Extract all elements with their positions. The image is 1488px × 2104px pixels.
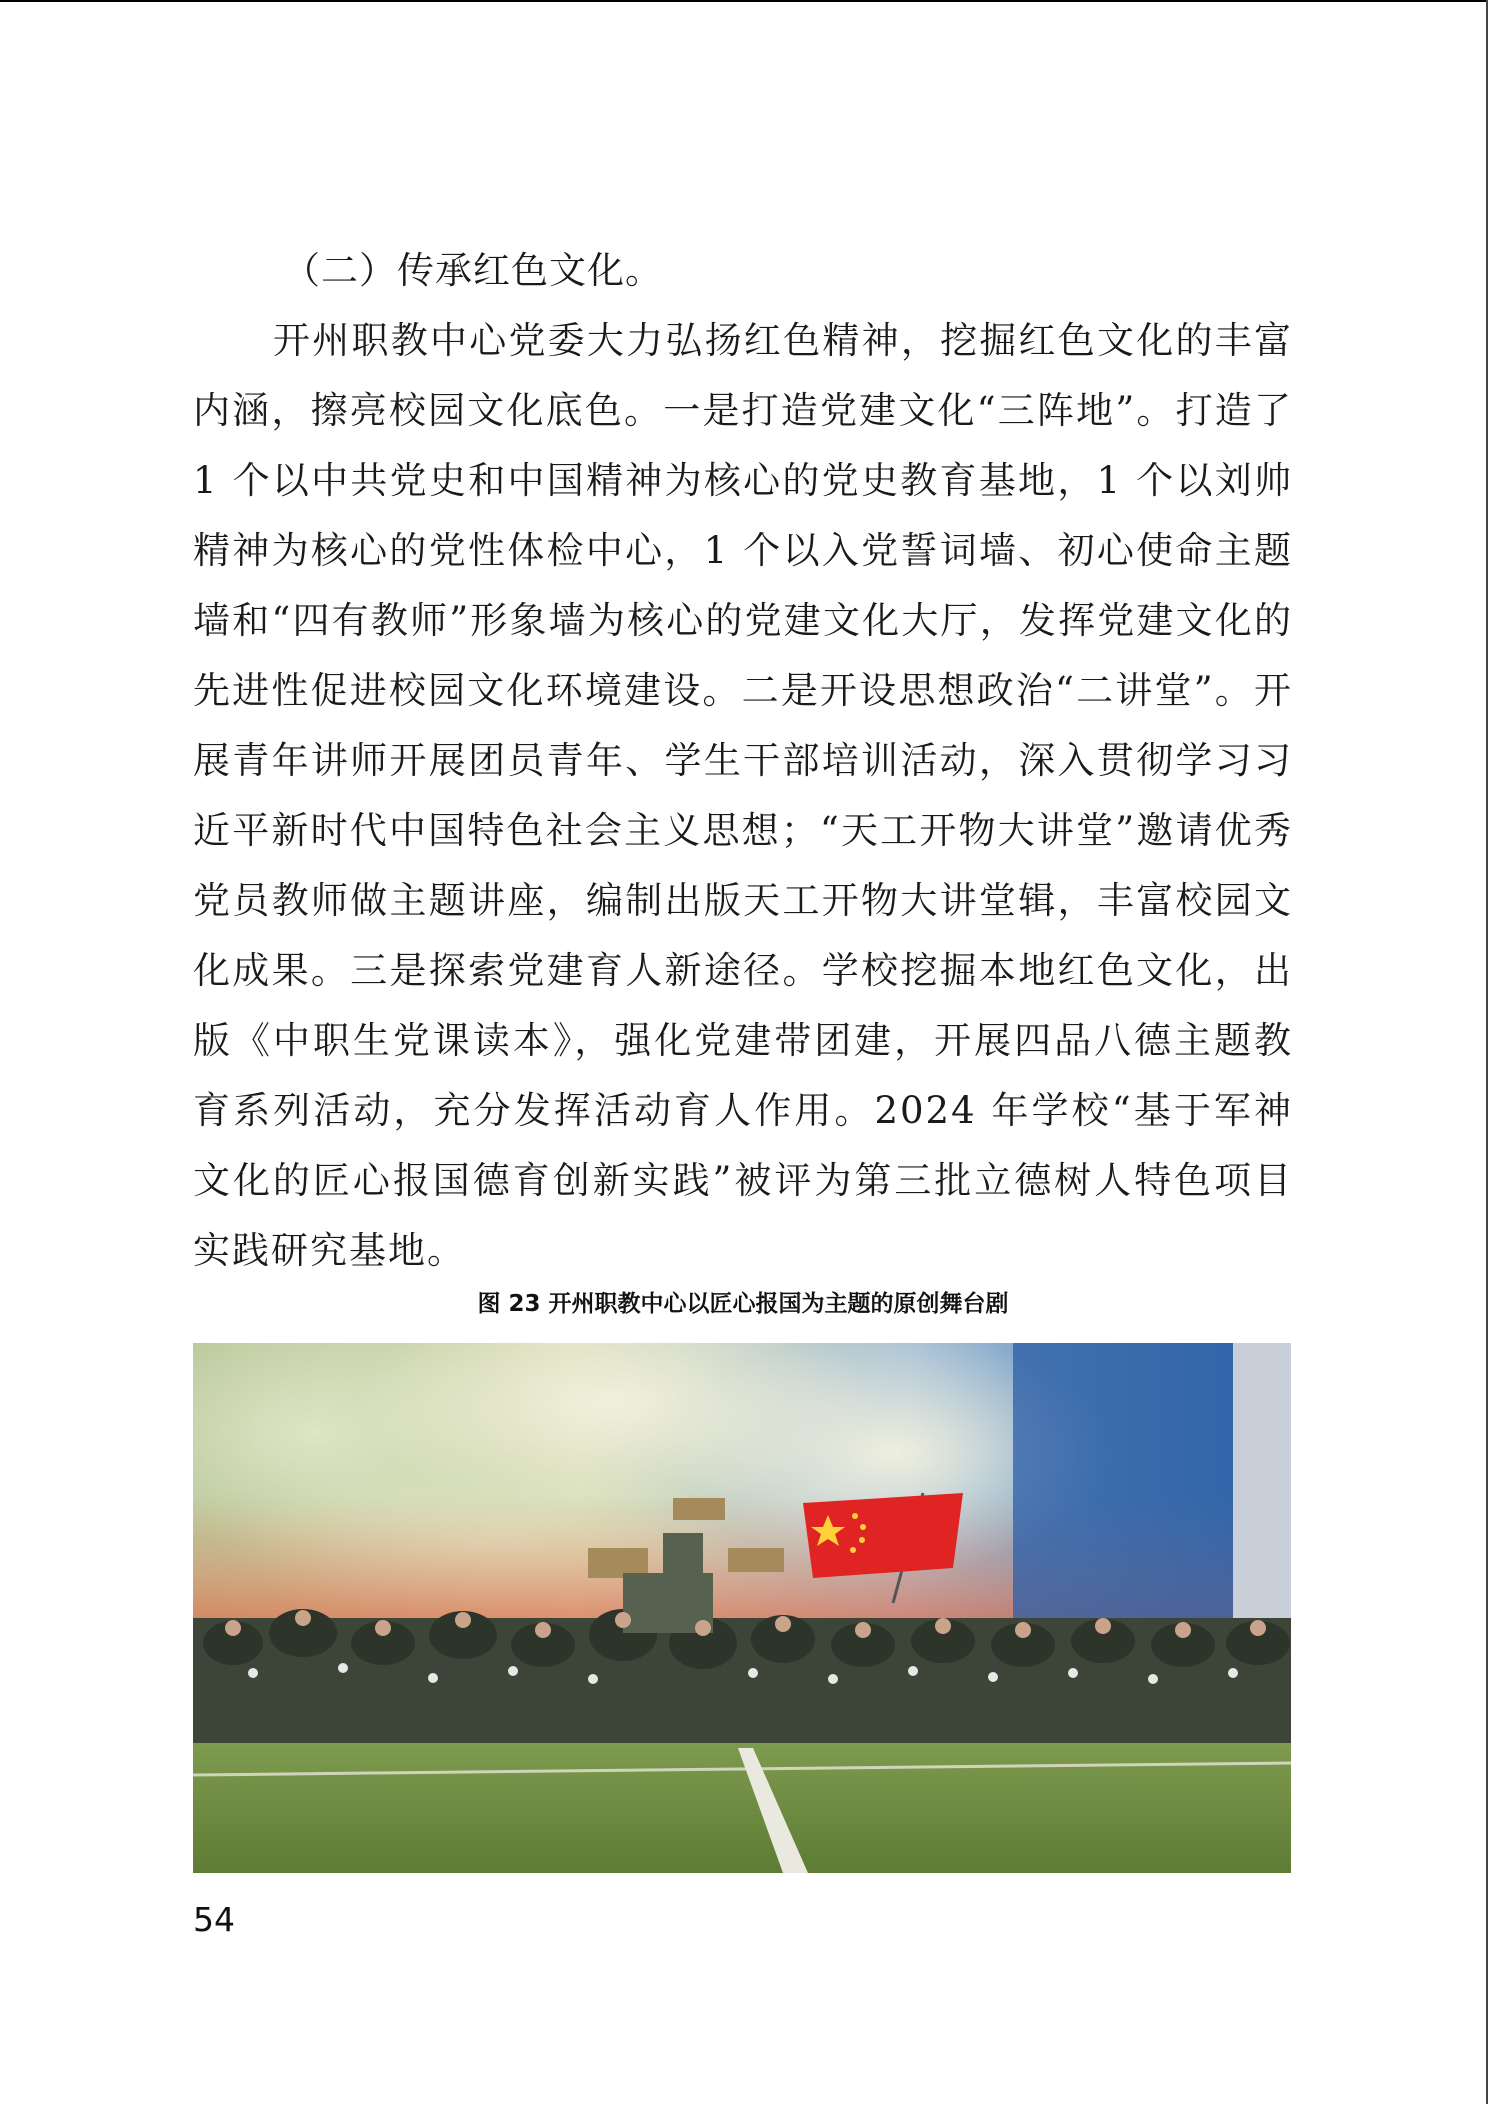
stage-performance-photo — [193, 1343, 1291, 1873]
page-number: 54 — [193, 1900, 235, 1939]
body-paragraph: 开州职教中心党委大力弘扬红色精神，挖掘红色文化的丰富内涵，擦亮校园文化底色。一是打造党建文化“三阵地”。打造了 1 个以中共党史和中国精神为核心的党史教育基地，1 个以刘帅精神为核心的党性体检中心，1 个以入党誓词墙、初心使命主题墙和“四有教师”形象墙为核心的党建文化大厅，发挥党建文化的先进性促进校园文化环境建设。二是开设思想政治“二讲堂”。开展青年讲师开展团员青年、学生干部培训活动，深入贯彻学习习近平新时代中国特色社会主义思想；“天工开物大讲堂”邀请优秀党员教师做主题讲座，编制出版天工开物大讲堂辑，丰富校园文化成果。三是探索党建育人新途径。学校挖掘本地红色文化，出版《中职生党课读本》，强化党建带团建，开展四品八德主题教育系列活动，充分发挥活动育人作用。2024 年学校“基于军神文化的匠心报国德育创新实践”被评为第三批立德树人特色项目实践研究基地。 — [193, 319, 1293, 1272]
top-border-rule — [0, 0, 1488, 2]
section-heading: （二）传承红色文化。 — [283, 249, 663, 292]
page-body — [193, 236, 1293, 1286]
figure-caption: 图 23 开州职教中心以匠心报国为主题的原创舞台剧 — [477, 1291, 1009, 1317]
